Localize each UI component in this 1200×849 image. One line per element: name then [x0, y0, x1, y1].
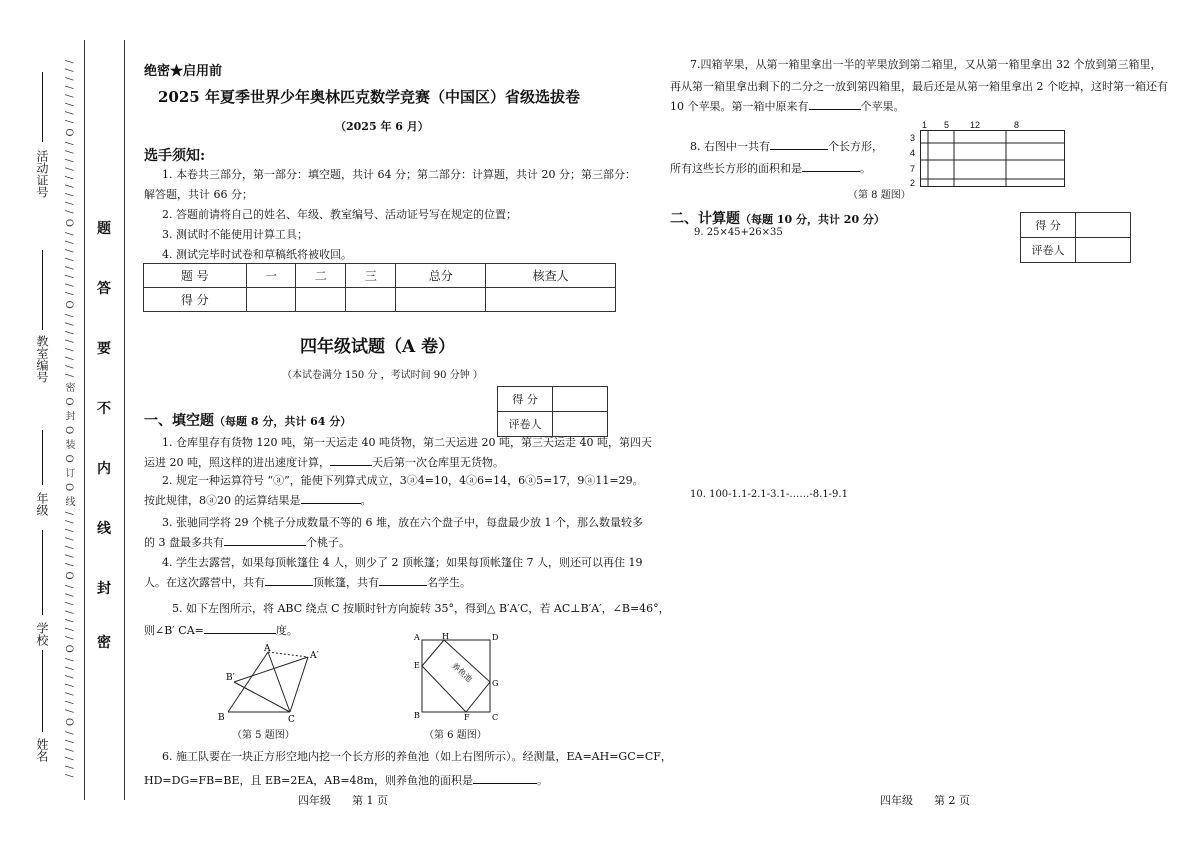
field-name[interactable] — [42, 650, 43, 732]
fig8-left-4: 2 — [910, 178, 916, 188]
q2-line1: 2. 规定一种运算符号 “ⓐ”，能使下列算式成立，3ⓐ4=10，4ⓐ6=14，6ⓐ5=17，9ⓐ11=29。 — [162, 474, 644, 487]
fig6-label-G: G — [492, 679, 499, 688]
label-grade: 年级 — [35, 492, 49, 516]
q8-text2: 所有这些长方形的面积和是 — [670, 162, 802, 175]
score-cell-2[interactable] — [296, 288, 346, 312]
notice-heading: 选手须知: — [144, 148, 206, 164]
q8-line2 — [670, 158, 871, 180]
q10: 10. 100-1.1-2.1-3.1-……-8.1-9.1 — [690, 489, 848, 500]
q6-line2 — [144, 770, 548, 792]
q8-text-end: 。 — [860, 162, 871, 175]
paper-subtitle: （本试卷满分 150 分 ，考试时间 90 分钟 ） — [282, 370, 483, 381]
q7-blank[interactable] — [809, 109, 861, 110]
fig6-label-H: H — [442, 632, 449, 641]
score-row-label: 得 分 — [144, 288, 247, 312]
field-activity-id[interactable] — [42, 72, 43, 142]
q3-text: 的 3 盘最多共有 — [144, 536, 224, 549]
q3-line1: 3. 张驰同学将 29 个桃子分成数量不等的 6 堆，放在六个盘子中，每盘最少放 1 个，那么数量较多 — [162, 516, 643, 529]
notice-item-1b: 解答题，共计 66 分； — [144, 188, 253, 201]
fig8-left-3: 7 — [910, 164, 916, 174]
section1-heading — [144, 410, 351, 430]
notice-item-2: 2. 答题前请将自己的姓名、年级、教室编号、活动证号写在规定的位置； — [162, 208, 517, 221]
q9: 9. 25×45+26×35 — [694, 227, 783, 238]
q5-text-end: 度。 — [275, 624, 298, 637]
score-header-2: 二 — [296, 264, 346, 288]
q4-line2 — [144, 572, 471, 594]
seal-char-7: 封 — [97, 581, 111, 597]
fig5-label-B: B — [218, 713, 225, 723]
q1-text-end: 天后第一次仓库里无货物。 — [372, 456, 504, 469]
notice-item-4: 4. 测试完毕时试卷和草稿纸将被收回。 — [162, 248, 352, 261]
q5-blank[interactable] — [204, 633, 276, 634]
section1-title: 一、填空题 — [144, 413, 214, 429]
seal-char-6: 线 — [97, 521, 111, 537]
q6-blank[interactable] — [473, 783, 537, 784]
q3-line2 — [144, 532, 350, 554]
score-cell-3[interactable] — [346, 288, 396, 312]
score-table — [143, 263, 616, 312]
fig6-label-E: E — [414, 661, 420, 670]
score-box-score-field[interactable] — [553, 387, 608, 412]
label-school: 学校 — [35, 622, 49, 646]
q4-text-mid: 顶帐篷，共有 — [313, 576, 379, 589]
score-header-1: 一 — [246, 264, 296, 288]
q3-blank[interactable] — [224, 545, 306, 546]
label-name: 姓名 — [35, 738, 49, 762]
field-school[interactable] — [42, 530, 43, 615]
figure-8-grid — [920, 130, 1066, 190]
score-cell-1[interactable] — [246, 288, 296, 312]
q8-blank-count[interactable] — [770, 149, 828, 150]
fig5-label-C: C — [288, 715, 295, 725]
fig6-label-D: D — [492, 633, 499, 642]
exam-title: 2025 年夏季世界少年奥林匹克数学竞赛（中国区）省级选拔卷 — [158, 88, 580, 106]
fig6-label-C: C — [492, 713, 499, 722]
field-room-no[interactable] — [42, 250, 43, 330]
seal-char-2: 答 — [97, 281, 111, 297]
seal-char-8: 密 — [97, 635, 111, 651]
fig5-label-A1: A′ — [310, 651, 319, 661]
footer-right: 四年级 第 2 页 — [880, 794, 970, 807]
score-header-total: 总分 — [396, 264, 486, 288]
q4-line1: 4. 学生去露营，如果每顶帐篷住 4 人，则少了 2 顶帐篷；如果每顶帐篷住 7 人，则还可以再住 19 — [162, 556, 643, 569]
secret-label: 绝密★启用前 — [144, 64, 223, 79]
q1-blank[interactable] — [330, 465, 372, 466]
sidebar-line-2 — [124, 40, 125, 800]
score-box-score-label: 得 分 — [498, 387, 553, 412]
figure-6 — [412, 632, 502, 722]
q1-line1: 1. 仓库里存有货物 120 吨，第一天运走 40 吨货物，第二天运进 20 吨，第三天运走 40 吨，第四天 — [162, 436, 652, 449]
seal-char-1: 题 — [97, 221, 111, 237]
field-grade[interactable] — [42, 430, 43, 485]
q1-text: 运进 20 吨，照这样的进出速度计算， — [144, 456, 330, 469]
q2-line2 — [144, 490, 372, 512]
footer-left: 四年级 第 1 页 — [298, 794, 388, 807]
fig8-top-1: 1 — [922, 120, 928, 130]
q8-text: 8. 右图中一共有 — [690, 140, 770, 153]
notice-item-1: 1. 本卷共三部分，第一部分：填空题，共计 64 分；第二部分：计算题，共计 20 分；第三部分： — [162, 168, 636, 181]
section1-note: （每题 8 分，共计 64 分） — [214, 415, 352, 428]
fig6-label-F: F — [464, 713, 470, 722]
score-box2-grader-label: 评卷人 — [1021, 238, 1076, 263]
figure-5-caption: （第 5 题图） — [232, 730, 295, 741]
section1-score-box — [497, 386, 608, 437]
fig5-label-B1: B′ — [226, 673, 235, 683]
score-header-3: 三 — [346, 264, 396, 288]
fig6-pond-label: 养鱼池 — [449, 661, 474, 684]
fig6-label-B: B — [414, 711, 420, 720]
seal-char-4: 不 — [97, 401, 111, 417]
fig8-top-3: 12 — [970, 120, 981, 130]
figure-6-caption: （第 6 题图） — [424, 730, 487, 741]
section2-note: （每题 10 分，共计 20 分） — [740, 213, 885, 226]
section2-title: 二、计算题 — [670, 211, 740, 227]
q4-blank-tents[interactable] — [265, 585, 313, 586]
q6-text-end: 。 — [536, 774, 548, 787]
figure-5 — [210, 642, 330, 732]
fig8-left-1: 3 — [910, 133, 916, 143]
q7-line1: 7.四箱苹果，从第一箱里拿出一半的苹果放到第二箱里，又从第一箱里拿出 32 个放到第三箱里， — [690, 58, 1162, 71]
score-box2-score-label: 得 分 — [1021, 213, 1076, 238]
q5-line1: 5. 如下左图所示，将 ABC 绕点 C 按顺时针方向旋转 35°，得到△ B′A′C，若 AC⊥B′A′，∠B=46°， — [172, 602, 670, 615]
q7-text-end: 个苹果。 — [860, 100, 905, 113]
q7-line3 — [670, 96, 905, 118]
q4-text: 人。在这次露营中，共有 — [144, 576, 265, 589]
q2-text: 按此规律，8ⓐ20 的运算结果是 — [144, 494, 301, 507]
score-box-grader-label: 评卷人 — [498, 412, 553, 437]
score-cell-total[interactable] — [396, 288, 486, 312]
q7-line2: 再从第一箱里拿出剩下的二分之一放到第四箱里，最后还是从第一箱里拿出 2 个吃掉，这时第一箱还有 — [670, 80, 1168, 93]
q3-text-end: 个桃子。 — [306, 536, 350, 549]
score-box2-score-field[interactable] — [1076, 213, 1131, 238]
notice-item-3: 3. 测试时不能使用计算工具； — [162, 228, 308, 241]
label-room-no: 教室编号 — [35, 335, 49, 383]
q2-text-end: 。 — [360, 494, 372, 507]
fig5-label-A: A — [264, 644, 271, 654]
q4-text-end: 名学生。 — [427, 576, 471, 589]
q7-text: 10 个苹果。第一箱中原来有 — [670, 100, 809, 113]
score-header-checker: 核查人 — [486, 264, 616, 288]
sidebar-line-1 — [84, 40, 85, 800]
q5-line2 — [144, 620, 298, 642]
score-header-qno: 题 号 — [144, 264, 247, 288]
q4-blank-students[interactable] — [379, 585, 427, 586]
fig8-left-2: 4 — [910, 148, 916, 158]
q6-text: HD=DG=FB=BE，且 EB=2EA，AB=48m，则养鱼池的面积是 — [144, 774, 473, 787]
fig8-top-2: 5 — [944, 120, 950, 130]
score-cell-checker[interactable] — [486, 288, 616, 312]
q2-blank[interactable] — [301, 503, 361, 504]
q8-text-mid: 个长方形， — [828, 140, 883, 153]
q8-blank-area[interactable] — [802, 171, 860, 172]
q8-line1 — [690, 136, 883, 158]
figure-8-caption: （第 8 题图） — [848, 190, 911, 201]
q10-answer-area[interactable] — [690, 512, 1120, 782]
fig8-top-4: 8 — [1014, 120, 1020, 130]
fig6-label-A: A — [414, 633, 420, 642]
q9-answer-area[interactable] — [690, 250, 1120, 480]
exam-date: （2025 年 6 月） — [335, 120, 429, 133]
seal-char-3: 要 — [97, 341, 111, 357]
seal-char-5: 内 — [97, 461, 111, 477]
q6-line1: 6. 施工队要在一块正方形空地内挖一个长方形的养鱼池（如上右图所示）。经测量，EA=AH=GC=CF， — [162, 750, 672, 763]
paper-title: 四年级试题（A 卷） — [300, 337, 456, 357]
label-activity-id: 活动证号 — [35, 150, 49, 198]
seal-dash-line: / / / / / / / / O / / / / / / / / / O / / / / / / / / O / / / / / / / / 密 O 封 O 装 O 订 O 线 / / / / / / / O / / / / / / / O / / / / / / / O / / / / / / — [63, 60, 74, 779]
q5-text: 则∠B′ CA= — [144, 624, 204, 637]
